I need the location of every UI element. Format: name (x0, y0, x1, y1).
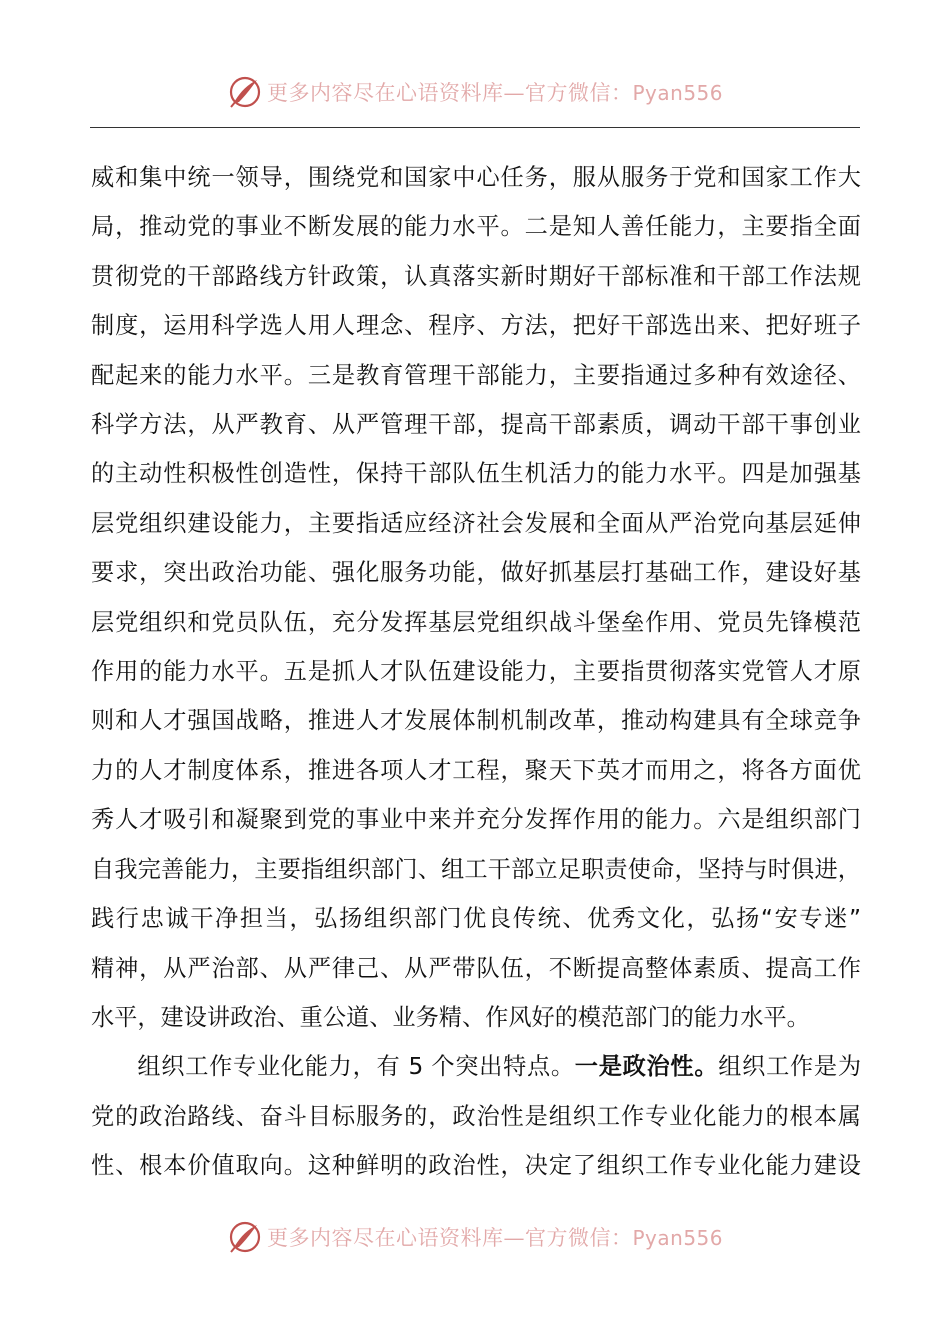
watermark-text: 更多内容尽在心语资料库—官方微信：Pyan556 (266, 81, 723, 105)
text-line (91, 1042, 861, 1091)
pen-nib-logo-icon (227, 74, 263, 110)
text-line: 秀人才吸引和凝聚到党的事业中来并充分发挥作用的能力。六是组织部门 (91, 806, 861, 834)
paragraph-1 (91, 153, 861, 1042)
text-line: 威和集中统一领导，围绕党和国家中心任务，服从服务于党和国家工作大 (91, 164, 861, 191)
header-divider (90, 127, 860, 128)
text-line: 的主动性积极性创造性，保持干部队伍生机活力的能力水平。四是加强基 (91, 460, 861, 488)
text-line: 作用的能力水平。五是抓人才队伍建设能力，主要指贯彻落实党管人才原 (91, 658, 861, 686)
text-line: 精神，从严治部、从严律己、从严带队伍，不断提高整体素质、提高工作 (91, 954, 861, 982)
text-line: 要求，突出政治功能、强化服务功能，做好抓基层打基础工作，建设好基 (91, 559, 861, 587)
text-line: 践行忠诚干净担当，弘扬组织部门优良传统、优秀文化，弘扬“安专迷” (91, 905, 861, 933)
text-line: 贯彻党的干部路线方针政策，认真落实新时期好干部标准和干部工作法规 (91, 262, 861, 290)
text-line: 层党组织建设能力，主要指适应经济社会发展和全面从严治党向基层延伸 (91, 509, 861, 537)
pen-nib-logo-icon (227, 1219, 263, 1255)
paragraph-2 (91, 1042, 861, 1190)
text-line: 层党组织和党员队伍，充分发挥基层党组织战斗堡垒作用、党员先锋模范 (91, 608, 861, 636)
text-line: 制度，运用科学选人用人理念、程序、方法，把好干部选出来、把好班子 (91, 312, 861, 340)
text-line: 性、根本价值取向。这种鲜明的政治性，决定了组织工作专业化能力建设 (91, 1152, 861, 1180)
document-body (91, 153, 861, 1191)
watermark-text: 更多内容尽在心语资料库—官方微信：Pyan556 (266, 1226, 723, 1250)
bold-heading-political: 一是政治性。 (574, 1053, 719, 1081)
header-watermark (0, 72, 950, 112)
text-line: 党的政治路线、奋斗目标服务的，政治性是组织工作专业化能力的根本属 (91, 1102, 861, 1130)
text-line: 局，推动党的事业不断发展的能力水平。二是知人善任能力，主要指全面 (91, 213, 861, 241)
text-line: 配起来的能力水平。三是教育管理干部能力，主要指通过多种有效途径、 (91, 361, 861, 389)
paragraph-2-intro: 组织工作专业化能力，有 5 个突出特点。 (137, 1053, 575, 1081)
text-line: 力的人才制度体系，推进各项人才工程，聚天下英才而用之，将各方面优 (91, 756, 861, 784)
text-line: 则和人才强国战略，推进人才发展体制机制改革，推动构建具有全球竞争 (91, 707, 861, 735)
paragraph-2-continuation: 组织工作是为 (718, 1053, 862, 1081)
text-line: 科学方法，从严教育、从严管理干部，提高干部素质，调动干部干事创业 (91, 411, 861, 439)
text-line: 自我完善能力，主要指组织部门、组工干部立足职责使命，坚持与时俱进， (91, 855, 861, 883)
footer-watermark (0, 1217, 950, 1257)
text-line: 水平，建设讲政治、重公道、业务精、作风好的模范部门的能力水平。 (91, 1003, 810, 1031)
